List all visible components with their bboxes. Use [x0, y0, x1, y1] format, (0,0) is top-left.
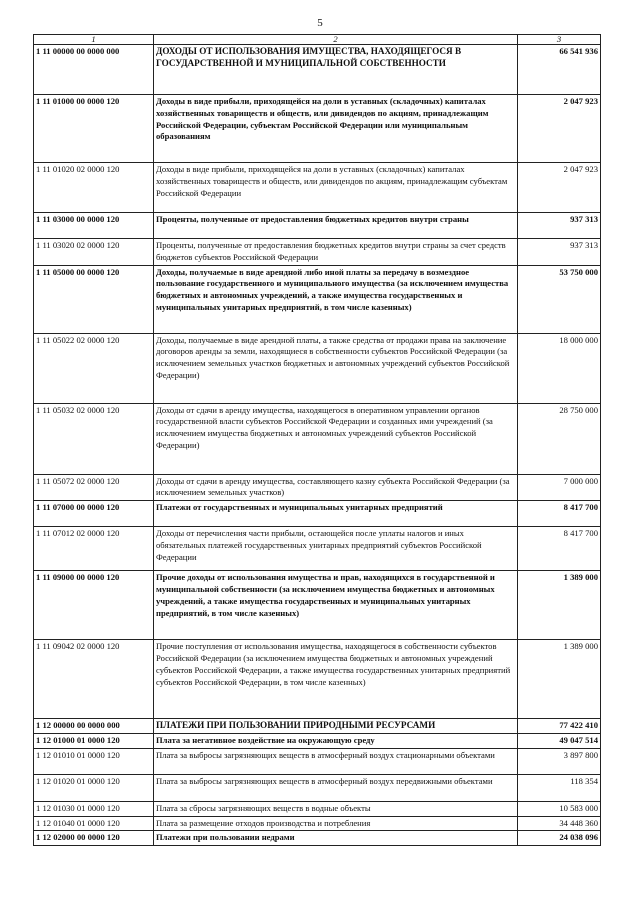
page-number: 5: [317, 17, 323, 29]
row-name-cell: Плата за негативное воздействие на окружающую среду: [154, 733, 518, 748]
row-name-cell: Прочие поступления от использования имущества, находящегося в собственности субъектов Российской Федерации (за исключением имущества бюджетных и автономных учреждений субъектов Российской Федерации, а также имущества государственных унитарных предприятий субъектов Российской Федерации, в том числе казенных): [154, 640, 518, 719]
row-name-cell: Платежи от государственных и муниципальных унитарных предприятий: [154, 501, 518, 527]
row-amount-cell: 24 038 096: [518, 831, 601, 846]
table-body: [34, 45, 601, 846]
row-code-cell: 1 12 01040 01 0000 120: [34, 816, 154, 831]
table-row: [34, 45, 601, 95]
row-code-cell: 1 11 03000 00 0000 120: [34, 213, 154, 239]
row-code-cell: 1 11 01020 02 0000 120: [34, 163, 154, 213]
row-code-cell: 1 12 01000 01 0000 120: [34, 733, 154, 748]
row-amount-cell: 49 047 514: [518, 733, 601, 748]
table-row: [34, 527, 601, 571]
row-name-cell: Доходы от перечисления части прибыли, остающейся после уплаты налогов и иных обязательных платежей государственных унитарных предприятий субъектов Российской Федерации: [154, 527, 518, 571]
row-name-cell: Доходы в виде прибыли, приходящейся на доли в уставных (складочных) капиталах хозяйственных товариществ и обществ, или дивидендов по акциям, принадлежащим Российской Федерации, субъектам Российской Федерации или муниципальным образованиям: [154, 95, 518, 163]
table-row: [34, 501, 601, 527]
table-row: [34, 801, 601, 816]
row-amount-cell: 2 047 923: [518, 163, 601, 213]
row-code-cell: 1 11 03020 02 0000 120: [34, 239, 154, 266]
row-code-cell: 1 11 09042 02 0000 120: [34, 640, 154, 719]
row-code-cell: 1 12 01020 01 0000 120: [34, 774, 154, 801]
row-amount-cell: 77 422 410: [518, 719, 601, 734]
table-row: [34, 733, 601, 748]
row-code-cell: 1 11 09000 00 0000 120: [34, 571, 154, 640]
row-name-cell: Плата за сбросы загрязняющих веществ в водные объекты: [154, 801, 518, 816]
row-code-cell: 1 11 00000 00 0000 000: [34, 45, 154, 95]
row-amount-cell: 18 000 000: [518, 333, 601, 403]
row-amount-cell: 34 448 360: [518, 816, 601, 831]
row-amount-cell: 937 313: [518, 213, 601, 239]
row-code-cell: 1 11 07000 00 0000 120: [34, 501, 154, 527]
row-amount-cell: 53 750 000: [518, 265, 601, 333]
row-name-cell: ДОХОДЫ ОТ ИСПОЛЬЗОВАНИЯ ИМУЩЕСТВА, НАХОДЯЩЕГОСЯ В ГОСУДАРСТВЕННОЙ И МУНИЦИПАЛЬНОЙ СОБСТВЕННОСТИ: [154, 45, 518, 95]
row-amount-cell: 66 541 936: [518, 45, 601, 95]
row-amount-cell: 7 000 000: [518, 474, 601, 501]
row-amount-cell: 28 750 000: [518, 403, 601, 474]
row-code-cell: 1 11 05022 02 0000 120: [34, 333, 154, 403]
row-name-cell: Плата за выбросы загрязняющих веществ в атмосферный воздух стационарными объектами: [154, 748, 518, 774]
row-code-cell: 1 11 01000 00 0000 120: [34, 95, 154, 163]
column-header-code: 1: [34, 35, 154, 45]
row-amount-cell: 3 897 800: [518, 748, 601, 774]
table-row: [34, 474, 601, 501]
table-row: [34, 774, 601, 801]
table-row: [34, 95, 601, 163]
table-row: [34, 571, 601, 640]
row-name-cell: Проценты, полученные от предоставления бюджетных кредитов внутри страны: [154, 213, 518, 239]
table-header-row: [34, 35, 601, 45]
table-row: [34, 265, 601, 333]
row-name-cell: Доходы от сдачи в аренду имущества, составляющего казну субъекта Российской Федерации (за исключением земельных участков): [154, 474, 518, 501]
row-code-cell: 1 11 05072 02 0000 120: [34, 474, 154, 501]
budget-table: [33, 34, 601, 846]
table-row: [34, 816, 601, 831]
table-row: [34, 403, 601, 474]
row-amount-cell: 10 583 000: [518, 801, 601, 816]
table-row: [34, 719, 601, 734]
table-row: [34, 163, 601, 213]
row-name-cell: Доходы в виде прибыли, приходящейся на доли в уставных (складочных) капиталах хозяйственных товариществ и обществ, или дивидендов по акциям, принадлежащим субъектам Российской Федерации: [154, 163, 518, 213]
row-name-cell: Доходы от сдачи в аренду имущества, находящегося в оперативном управлении органов государственной власти субъектов Российской Федерации и созданных ими учреждений (за исключением имущества бюджетных и автономных учреждений субъектов Российской Федерации): [154, 403, 518, 474]
column-header-name: 2: [154, 35, 518, 45]
row-code-cell: 1 11 05032 02 0000 120: [34, 403, 154, 474]
row-name-cell: Проценты, полученные от предоставления бюджетных кредитов внутри страны за счет средств бюджетов субъектов Российской Федерации: [154, 239, 518, 266]
column-header-amount: 3: [518, 35, 601, 45]
row-code-cell: 1 12 02000 00 0000 120: [34, 831, 154, 846]
row-code-cell: 1 11 07012 02 0000 120: [34, 527, 154, 571]
row-name-cell: Доходы, получаемые в виде арендной платы, а также средства от продажи права на заключение договоров аренды за земли, находящиеся в собственности субъектов Российской Федерации (за исключением земельных участков бюджетных и автономных учреждений субъектов Российской Федерации): [154, 333, 518, 403]
row-name-cell: Доходы, получаемые в виде арендной либо иной платы за передачу в возмездное пользование государственного и муниципального имущества (за исключением имущества бюджетных и автономных учреждений, а также имущества государственных и муниципальных унитарных предприятий, в том числе казенных): [154, 265, 518, 333]
row-amount-cell: 937 313: [518, 239, 601, 266]
row-code-cell: 1 12 01030 01 0000 120: [34, 801, 154, 816]
table-row: [34, 640, 601, 719]
row-name-cell: ПЛАТЕЖИ ПРИ ПОЛЬЗОВАНИИ ПРИРОДНЫМИ РЕСУРСАМИ: [154, 719, 518, 734]
row-code-cell: 1 12 01010 01 0000 120: [34, 748, 154, 774]
table-row: [34, 213, 601, 239]
row-code-cell: 1 12 00000 00 0000 000: [34, 719, 154, 734]
row-amount-cell: 1 389 000: [518, 640, 601, 719]
table-row: [34, 748, 601, 774]
table-row: [34, 239, 601, 266]
table-row: [34, 831, 601, 846]
table-row: [34, 333, 601, 403]
row-name-cell: Платежи при пользовании недрами: [154, 831, 518, 846]
row-amount-cell: 118 354: [518, 774, 601, 801]
row-amount-cell: 8 417 700: [518, 501, 601, 527]
row-amount-cell: 8 417 700: [518, 527, 601, 571]
row-amount-cell: 1 389 000: [518, 571, 601, 640]
row-name-cell: Плата за размещение отходов производства и потребления: [154, 816, 518, 831]
row-code-cell: 1 11 05000 00 0000 120: [34, 265, 154, 333]
row-amount-cell: 2 047 923: [518, 95, 601, 163]
row-name-cell: Плата за выбросы загрязняющих веществ в атмосферный воздух передвижными объектами: [154, 774, 518, 801]
row-name-cell: Прочие доходы от использования имущества и прав, находящихся в государственной и муниципальной собственности (за исключением имущества бюджетных и автономных учреждений, а также имущества государственных и муниципальных унитарных предприятий, в том числе казенных): [154, 571, 518, 640]
